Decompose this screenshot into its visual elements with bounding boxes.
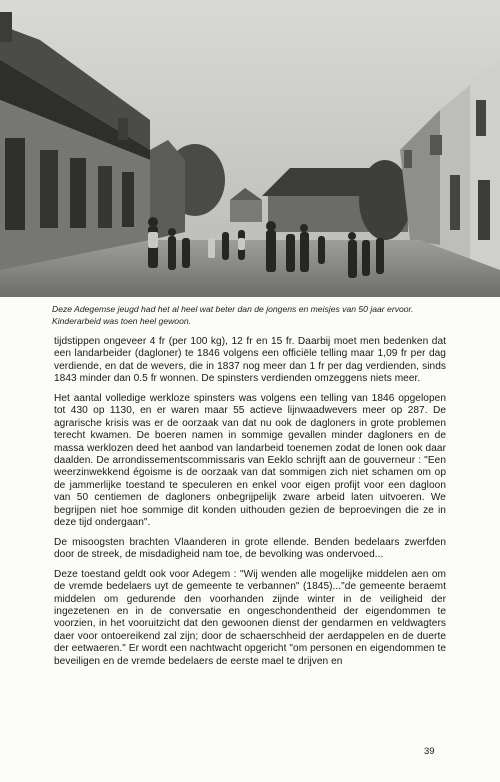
paragraph: Het aantal volledige werkloze spinsters was volgens een telling van 1846 opgelopen tot 430 op 1130, en er waren maar 55 actieve lijnwaadwevers meer op 287. De agrarische krisis was er de oorzaak van dat nu ook de dagloners in grote problemen terecht kwamen. De boeren namen in sommige gevallen minder dagloners en de massa werklozen deed het aanbod van landarbeid toenemen zodat de lonen ook daar daalden. De arrondissementscommissaris van Eeklo schrijft aan de gouverneur : "Een weerzinwekkend égoisme is de oorzaak van dat sommigen zich niet schamen om op de jammerlijke toestand te speculeren en enkel voor eigen profijt voor een dagloon van 50 centiemen de dagloners onbegrijpelijk zware arbeid laten uitvoeren. We begrijpen niet hoe sommige dit konden uithouden gezien de beproevingen die ze in deze tijd ondergaan". bbox=[54, 392, 446, 528]
paragraph: De misoogsten brachten Vlaanderen in grote ellende. Benden bedelaars zwerfden door de streek, de misdadigheid nam toe, de bevolking was ondervoed... bbox=[54, 536, 446, 561]
body-text bbox=[54, 336, 446, 675]
photo-caption: Deze Adegemse jeugd had het al heel wat beter dan de jongens en meisjes van 50 jaar ervoor. Kinderarbeid was toen heel gewoon. bbox=[52, 304, 414, 326]
page-number: 39 bbox=[424, 746, 435, 757]
historic-street-photo bbox=[0, 0, 500, 297]
paragraph: Deze toestand geldt ook voor Adegem : "Wij wenden alle mogelijke middelen aen om de vremde bedelaers uyt de gemeente te verbannen" (1845)..."de gemeente beraemt middelen om gedurende den voorhanden zijnde winter in de veiligheid der ingezetenen en in de conversatie en ongeschondentheid der eigendommen te voorzien, in het vooruitzicht dat den gewoonen dienst der gendarmen en veldwagters daer voor ontoereikend zal zijn; door de schaerschheid der aerdappelen en de duerte der eetwaeren." Er wordt een nachtwacht opgericht "om personen en eigendommen te beveiligen en de vremde bedelaers de eerste mael te drijven en bbox=[54, 568, 446, 667]
paragraph: tijdstippen ongeveer 4 fr (per 100 kg), 12 fr en 15 fr. Daarbij moet men bedenken dat een landarbeider (dagloner) te 1846 volgens een officiële telling maar 1,09 fr per dag verdiende, en dat de wevers, die in 1837 nog meer dan 1 fr per dag verdienden, sinds 1843 minder dan 0.5 fr wonnen. De spinsters verdienden omzeggens niets meer. bbox=[54, 336, 446, 385]
